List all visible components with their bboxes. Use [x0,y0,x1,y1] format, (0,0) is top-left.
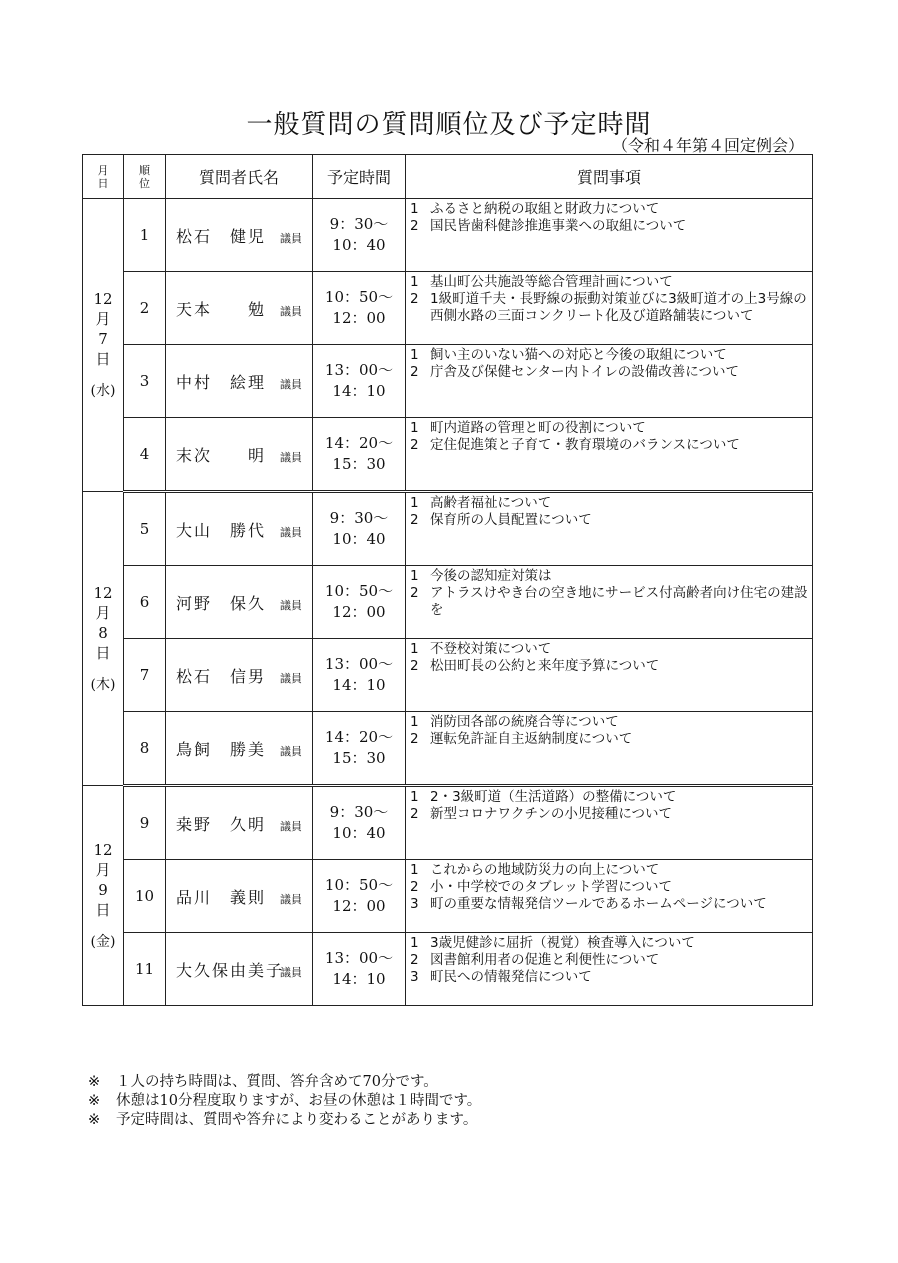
question-item [410,731,809,748]
rank-cell: 3 [124,345,166,418]
table-row [83,786,813,860]
question-item [410,512,809,529]
time-cell [313,860,406,933]
header-rank [124,155,166,199]
member-title: 議員 [280,450,302,464]
items-cell [406,566,813,639]
rank-cell: 10 [124,860,166,933]
item-number: 1 [410,420,419,436]
time-cell [313,786,406,860]
name-cell [166,933,313,1006]
name-cell [166,418,313,492]
time-start: 9：30～ [329,803,389,821]
item-text: 3歳児健診に屈折（視覚）検査導入について [430,935,695,951]
item-text: 町内道路の管理と町の役割について [430,420,646,436]
question-item [410,952,809,969]
table-row [83,272,813,345]
time-cell [313,272,406,345]
item-number: 2 [410,731,419,747]
name-cell [166,199,313,272]
question-item [410,969,809,986]
time-cell [313,712,406,786]
rank-cell: 1 [124,199,166,272]
date-part: 9 [98,880,108,899]
item-text: 図書館利用者の促進と利便性について [430,952,660,968]
member-title: 議員 [280,744,302,758]
name-cell [166,639,313,712]
member-name: 松石 信男 [176,666,267,686]
name-cell [166,712,313,786]
member-name: 桒野 久明 [176,814,267,834]
table-row [83,566,813,639]
date-cell [83,786,124,1006]
time-start: 9：30～ [329,509,389,527]
time-cell [313,345,406,418]
date-part: 月 [95,860,111,879]
question-item [410,291,809,325]
rank-cell: 6 [124,566,166,639]
note-line [88,1111,481,1130]
item-text: 基山町公共施設等総合管理計画について [430,274,673,290]
item-number: 2 [410,952,419,968]
question-item [410,201,809,218]
item-number: 1 [410,495,419,511]
table-row [83,860,813,933]
name-cell [166,272,313,345]
time-cell [313,639,406,712]
item-number: 1 [410,641,419,657]
time-end: 14：10 [332,382,386,400]
time-start: 13：00～ [324,361,394,379]
note-mark: ※ [88,1074,101,1090]
time-cell [313,933,406,1006]
member-name: 河野 保久 [176,593,267,613]
member-name: 松石 健児 [176,226,267,246]
header-char: 月 [97,163,109,177]
item-text: 保育所の人員配置について [430,512,592,528]
note-text: 休憩は10分程度取りますが、お昼の休憩は１時間です。 [116,1093,482,1109]
note-mark: ※ [88,1093,101,1109]
item-text: 今後の認知症対策は [430,568,552,584]
table-row [83,639,813,712]
name-cell [166,860,313,933]
table-row [83,712,813,786]
time-start: 9：30～ [329,215,389,233]
member-title: 議員 [280,892,302,906]
question-item [410,896,809,913]
date-part: 7 [98,330,108,348]
date-part: 月 [95,603,111,622]
question-item [410,585,809,619]
note-mark: ※ [88,1112,101,1128]
item-text: 2・3級町道（生活道路）の整備について [430,789,677,805]
rank-cell: 2 [124,272,166,345]
item-number: 2 [410,364,419,380]
header-char: 日 [97,176,109,190]
time-end: 10：40 [332,824,386,842]
table-row [83,345,813,418]
item-text: 町の重要な情報発信ツールであるホームページについて [430,896,767,912]
member-name: 鳥飼 勝美 [176,739,267,759]
time-end: 14：10 [332,970,386,988]
name-cell [166,566,313,639]
item-number: 2 [410,218,419,234]
item-text: これからの地域防災力の向上について [430,862,660,878]
item-text: 消防団各部の統廃合等について [430,714,619,730]
item-text: 運転免許証自主返納制度について [430,731,633,747]
question-item [410,714,809,731]
question-item [410,364,809,381]
member-title: 議員 [280,965,302,979]
header-time: 予定時間 [313,155,406,199]
time-cell [313,418,406,492]
date-cell [83,492,124,786]
items-cell [406,418,813,492]
notes [88,1073,481,1130]
header-date [83,155,124,199]
note-line [88,1073,481,1092]
question-item [410,641,809,658]
item-text: 1級町道千夫・長野線の振動対策並びに3級町道才の上3号線の西側水路の三面コンクリート化及び道路舗装について [430,291,807,324]
item-number: 1 [410,789,419,805]
item-text: 小・中学校でのタブレット学習について [430,879,673,895]
page-title: 一般質問の質問順位及び予定時間 [246,110,652,140]
date-part: 日 [95,900,111,919]
day-of-week: (木) [90,676,116,693]
note-line [88,1092,481,1111]
table-header-row [83,155,813,199]
time-start: 10：50～ [324,876,394,894]
item-number: 2 [410,585,419,601]
question-item [410,935,809,952]
question-item [410,879,809,896]
item-text: 定住促進策と子育て・教育環境のバランスについて [430,437,740,453]
item-text: ふるさと納税の取組と財政力について [430,201,660,217]
time-end: 12：00 [332,603,386,621]
date-part: 8 [98,623,108,642]
time-end: 10：40 [332,530,386,548]
table-row [83,199,813,272]
session-subtitle: （令和４年第４回定例会） [611,136,804,155]
time-cell [313,492,406,566]
member-name: 末次 明 [176,445,267,465]
rank-cell: 5 [124,492,166,566]
time-end: 15：30 [332,749,386,767]
item-number: 3 [410,969,419,985]
time-cell [313,199,406,272]
schedule-table [82,154,813,1006]
item-number: 1 [410,714,419,730]
item-number: 1 [410,274,419,290]
question-item [410,218,809,235]
header-char: 位 [139,176,150,190]
date-part: 日 [95,643,111,662]
rank-cell: 9 [124,786,166,860]
item-number: 1 [410,862,419,878]
item-number: 1 [410,568,419,584]
item-number: 3 [410,896,419,912]
items-cell [406,933,813,1006]
question-item [410,568,809,585]
item-text: 町民への情報発信について [430,969,592,985]
time-start: 13：00～ [324,655,394,673]
day-of-week: (水) [90,383,116,399]
member-title: 議員 [280,377,302,391]
member-name: 大久保由美子 [176,960,285,980]
time-start: 13：00～ [324,949,394,967]
name-cell [166,492,313,566]
name-cell [166,786,313,860]
time-end: 14：10 [332,676,386,694]
note-text: １人の持ち時間は、質問、答弁含めて70分です。 [116,1074,438,1090]
question-item [410,495,809,512]
item-number: 2 [410,806,419,822]
table-row [83,933,813,1006]
question-item [410,806,809,823]
member-title: 議員 [280,598,302,612]
member-title: 議員 [280,304,302,318]
date-part: 12 [93,840,113,859]
items-cell [406,272,813,345]
time-end: 12：00 [332,309,386,327]
question-item [410,420,809,437]
member-title: 議員 [280,231,302,245]
question-item [410,658,809,675]
rank-cell: 4 [124,418,166,492]
member-title: 議員 [280,819,302,833]
time-start: 14：20～ [324,434,394,452]
member-title: 議員 [280,525,302,539]
header-char: 順 [139,163,150,177]
header-name: 質問者氏名 [166,155,313,199]
items-cell [406,345,813,418]
items-cell [406,492,813,566]
note-text: 予定時間は、質問や答弁により変わることがあります。 [116,1112,478,1128]
time-start: 10：50～ [324,288,394,306]
time-cell [313,566,406,639]
item-text: 新型コロナワクチンの小児接種について [430,806,673,822]
table-row [83,418,813,492]
item-number: 2 [410,512,419,528]
question-item [410,274,809,291]
member-name: 大山 勝代 [176,520,267,540]
question-item [410,347,809,364]
item-text: アトラスけやき台の空き地にサービス付高齢者向け住宅の建設を [430,585,808,618]
date-part: 12 [93,583,113,602]
question-item [410,862,809,879]
member-name: 天本 勉 [176,299,267,319]
items-cell [406,639,813,712]
time-end: 12：00 [332,897,386,915]
question-item [410,437,809,454]
rank-cell: 7 [124,639,166,712]
member-title: 議員 [280,671,302,685]
question-item [410,789,809,806]
item-number: 2 [410,291,419,307]
date-cell [83,199,124,492]
item-text: 国民皆歯科健診推進事業への取組について [430,218,687,234]
item-number: 1 [410,935,419,951]
items-cell [406,786,813,860]
item-text: 高齢者福祉について [430,495,552,511]
items-cell [406,712,813,786]
date-part: 12 [93,290,113,308]
header-items: 質問事項 [406,155,813,199]
time-start: 10：50～ [324,582,394,600]
item-number: 2 [410,437,419,453]
time-end: 10：40 [332,236,386,254]
time-end: 15：30 [332,455,386,473]
date-part: 日 [95,350,111,368]
member-name: 中村 絵理 [176,372,267,392]
date-part: 月 [95,310,111,328]
name-cell [166,345,313,418]
rank-cell: 8 [124,712,166,786]
rank-cell: 11 [124,933,166,1006]
items-cell [406,199,813,272]
table-row [83,492,813,566]
item-text: 庁舎及び保健センター内トイレの設備改善について [430,364,740,380]
member-name: 品川 義則 [176,887,267,907]
item-text: 松田町長の公約と来年度予算について [430,658,660,674]
item-text: 飼い主のいない猫への対応と今後の取組について [430,347,727,363]
item-number: 1 [410,201,419,217]
time-start: 14：20～ [324,728,394,746]
item-number: 1 [410,347,419,363]
item-text: 不登校対策について [430,641,552,657]
items-cell [406,860,813,933]
item-number: 2 [410,879,419,895]
day-of-week: (金) [90,933,116,950]
item-number: 2 [410,658,419,674]
